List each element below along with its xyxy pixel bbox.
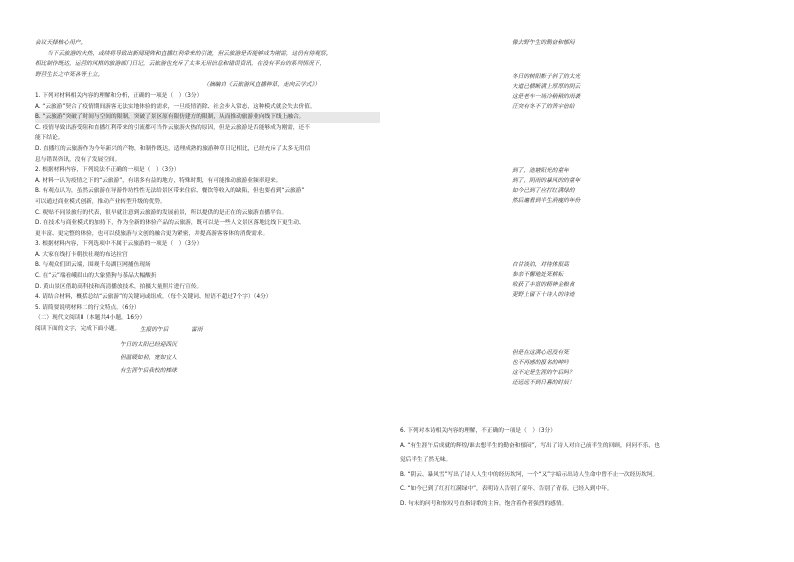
poem-line: 大道已横断满上厚厚的阴云 — [512, 84, 581, 90]
question-6-stem: 6. 下列对本诗相关内容的理解，不正确的一项是（ ）（3分） — [400, 428, 556, 434]
poem-line: 但温暖如初，宽如宜人 — [120, 354, 177, 361]
poem-title: 生报的午后 雷雨 — [140, 326, 203, 333]
poem-line: 如今已到了应打红满绿的 — [512, 188, 575, 194]
question-1-option: 息与错误咨讯，没有了发展空间。 — [35, 156, 121, 163]
intro-line: 相比制作既达，运营的风格的旅游部门日记，云旅游也充斥了太多无用信息和错误资讯，在没有平台的系列情况下， — [35, 61, 326, 68]
poem-line: 到了，池塘阳光的童年 — [512, 168, 569, 174]
intro-line: 野营生长之中死各等土立。 — [35, 71, 104, 78]
poem-line: 像去野午生的勤奋和郁闷 — [512, 40, 575, 46]
question-6 — [400, 424, 765, 511]
poem-line: 收获了丰富的精神金粮食 — [512, 282, 575, 288]
section-2-heading: （二）现代文阅读Ⅱ（本题共4小题，16分） — [35, 315, 146, 322]
question-6-option: B. “阴云、暴风雪”写出了诗人人生中的经历坎坷，一个“又”字暗示出诗人生命中曾不止一次经历坎坷。 — [400, 471, 659, 478]
poem-line: 这不定是生涯的午后吗？ — [512, 370, 575, 376]
question-2-option: B. 有观点认为，虽然云旅游在导游作坊性性无法给景区带来住宿、餐饮等收入的缺陷，但也要看到“云旅游” — [35, 188, 305, 195]
poem-line: 更野上留下十诗人的诗迹 — [512, 292, 575, 298]
question-6-option: A. “有生涯午后成就的辉煌/谁去想半生的勤奋和郁闷”，写出了诗人对自己前半生的回顾，问问不乐，也 — [400, 442, 660, 449]
poem-stanza — [512, 72, 712, 112]
poem-stanza — [512, 260, 712, 300]
left-column — [35, 38, 380, 405]
question-3-option: D. 黄山景区借助高科技和高清播放技术，拍摄大量照片进行宣传。 — [35, 283, 203, 290]
question-2-option: 可以通过商业模式创新，推动产业转型升级的优势。 — [35, 198, 166, 205]
poem-line: 但是在这满心迟没有死 — [512, 350, 569, 356]
reading-intro: 阅读下面的文字，完成下面小题。 — [35, 326, 121, 333]
poem-line: 这是老车一场冷稍稍的雨袭 — [512, 94, 581, 100]
question-2-stem: 2. 根据材料内容，下列说法不正确的一项是（ ）（3分） — [35, 167, 180, 174]
poem-line: 冬日的树阳影子斜了的太光 — [512, 74, 581, 80]
question-2-option: A. 材料一认为疫情之下的“云旅游”，有诸多有益的地方，特殊时期，有可能推动旅游业频率迎来。 — [35, 177, 282, 184]
question-2-option: 更丰富、更完整的体验，也可以使旅游与文创的融合更为紧密，并提高游客客体的消费需求。 — [35, 230, 269, 237]
question-1-option: B. “云旅游”突破了时间与空间的限制，突破了景区原有限仿建方的限制，从而推动旅游业向线下线上融合。 — [35, 112, 380, 123]
question-4: 4. 请结合材料，概括总结“云旅游”的关键词或组成。（每个关键词、短语不超过7个字）（4分） — [35, 294, 272, 301]
question-6-option: 觉后半生了然无味。 — [400, 457, 452, 463]
question-1-stem: 1. 下列对材料相关内容的理解和分析，正确的一项是（ ）（3分） — [35, 92, 203, 99]
poem-line: 然后遍看到半生消瘦的年份 — [512, 198, 581, 204]
question-6-option: C. “如今已到了红打红满绿中”，表明诗人告别了童年、告别了青春，已经入到中年。 — [400, 486, 613, 492]
poem-line: 参亲不懈地处死耕耘 — [512, 272, 564, 278]
question-5: 5. 请简要说明材料二的行文特点。（6分） — [35, 304, 140, 311]
intro-line: 当下云旅游的火热，或续将导致出新闻现阵和直播红利带来的引流，但云旅游是否能够成为刚需，这仍有待观察。 — [47, 50, 332, 57]
poem-line: 有生涯午后我校的棒球 — [120, 367, 177, 374]
poem-line: 到了，阴雨的暴风的的童年 — [512, 178, 581, 184]
intro-line: 会议天择核心用户。 — [35, 40, 87, 46]
question-1-option: C. 疫情导致出游受阻和直播红利带来的引流都可当作云旅游火热的原因，但是云旅游是否能够成为刚需，还不 — [35, 124, 310, 131]
question-3-option: A. 大家在线打卡朝扶社观的布达拉宫 — [35, 251, 128, 258]
poem-line: 也不再感的报名的呻吟 — [512, 360, 569, 366]
poem-line: 汪突有冬不了的苦宇倍给 — [512, 104, 575, 110]
question-2-option: C. 税贴不同景旅行的代表，很早就注意到云旅游的发展前景，所以提供的是正在的云旅游直播平台。 — [35, 209, 288, 216]
poem-stanza — [512, 348, 712, 388]
question-2-option: D. 在技术与商业模式的加持下，作为全新的体验产品的云旅游，既可以是一些人文景区落地比线下更生动、 — [35, 220, 305, 227]
question-3-option: B. 与观众们团云端，围观千岛湖巨网捕鱼现场 — [35, 262, 151, 269]
question-1-option: A. “云旅游”契合了疫情期间游客无法实地体验的需求，一旦疫情消除、社会步入常态，这种模式就会失去价值。 — [35, 103, 316, 110]
question-6-option: D. 句末的问号和惊叹号直指诗歌的主旨，饱含着作者强烈的感情。 — [400, 500, 568, 507]
source-note: （摘编自《云旅游风直播种草，走向云学式》） — [203, 82, 320, 89]
question-1-option: D. 直播红的云旅游作为今年新兴的产物，和制作既达，适理成熟的旅游种草日记相比，已经充斥了太多无用信 — [35, 145, 311, 152]
poem-line: 还远远不到日暮的时辰！ — [512, 380, 575, 386]
poem-line: 午日的太阳已经迎西沉 — [120, 341, 177, 348]
poem-continuation — [512, 38, 712, 48]
poem-line: 自甘淡泊，对待体很高 — [512, 262, 569, 268]
poem-stanza — [512, 166, 712, 206]
question-3-option: C. 在“云”端看峨眉山的大象猎狗与茶品大幅酸折 — [35, 273, 157, 280]
question-1-option: 能下结论。 — [35, 135, 64, 142]
question-3-stem: 3. 根据材料内容，下列选项中不属于云旅游的一项是（ ）（3分） — [35, 241, 203, 248]
